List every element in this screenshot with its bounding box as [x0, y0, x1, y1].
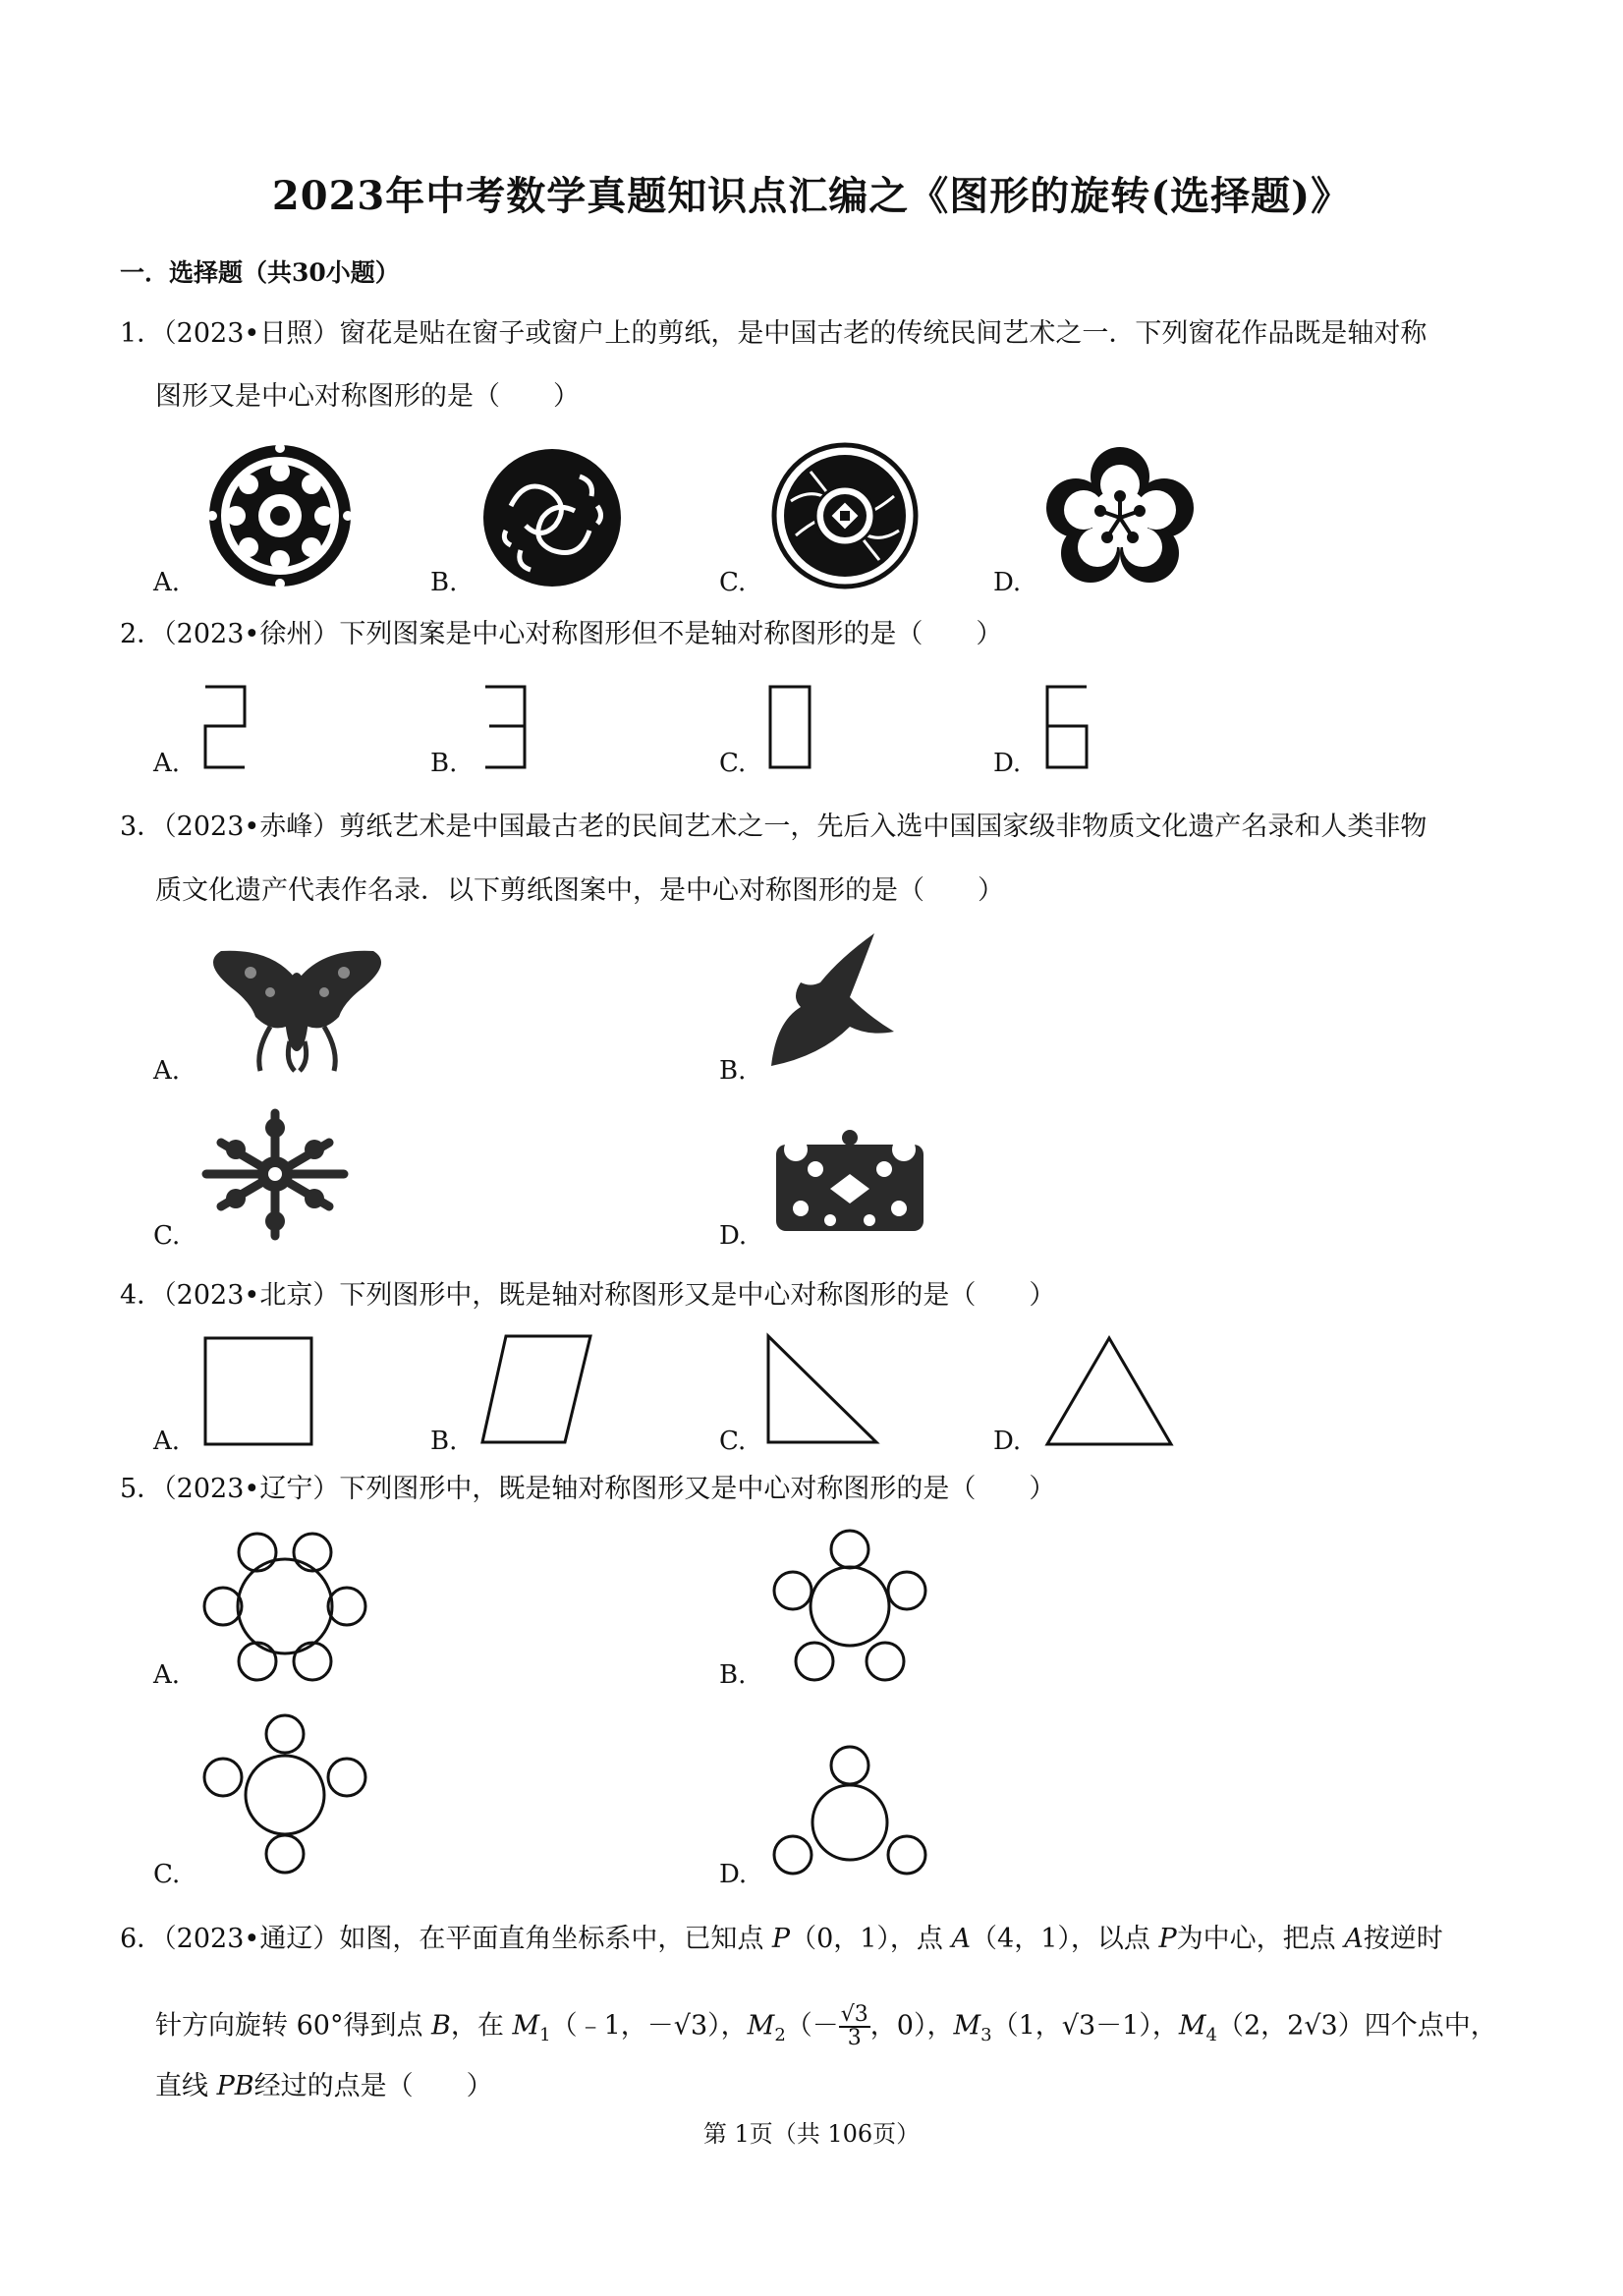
q1-option-a[interactable]: A. [153, 568, 181, 597]
q3-swallow-figure [761, 928, 899, 1076]
q3-option-a[interactable]: A. [153, 1056, 181, 1086]
q5-option-c[interactable]: C. [153, 1860, 181, 1889]
q5-option-a[interactable]: A. [153, 1660, 181, 1690]
q4-option-d[interactable]: D. [993, 1427, 1022, 1456]
page-footer: 第 1页（共 106页） [702, 2120, 921, 2148]
q4-option-b[interactable]: B. [430, 1427, 458, 1456]
q1-figure-c [771, 442, 919, 589]
q1-figure-a [206, 442, 354, 589]
q5-line1: 5．（2023•辽宁）下列图形中，既是轴对称图形又是中心对称图形的是（ ） [120, 1474, 1056, 1504]
q3-option-c[interactable]: C. [153, 1221, 181, 1251]
q2-digit-3 [481, 683, 531, 771]
q6-line3: 直线 PB经过的点是（ ） [155, 2071, 493, 2101]
q2-digit-6 [1043, 683, 1092, 771]
page-title: 2023年中考数学真题知识点汇编之《图形的旋转(选择题)》 [271, 173, 1352, 219]
q2-digit-0 [766, 683, 815, 771]
q3-line1: 3．（2023•赤峰）剪纸艺术是中国最古老的民间艺术之一，先后入选中国国家级非物质文化遗产名录和人类非物 [120, 812, 1427, 842]
q2-option-b[interactable]: B. [430, 749, 458, 778]
q4-option-c[interactable]: C. [719, 1427, 747, 1456]
q5-option-d[interactable]: D. [719, 1860, 748, 1889]
q4-line1: 4．（2023•北京）下列图形中，既是轴对称图形又是中心对称图形的是（ ） [120, 1280, 1056, 1311]
q1-line2: 图形又是中心对称图形的是（ ） [155, 381, 580, 412]
q3-snowflake-figure [201, 1108, 349, 1241]
q4-option-a[interactable]: A. [153, 1427, 181, 1456]
q2-option-a[interactable]: A. [153, 749, 181, 778]
q2-option-d[interactable]: D. [993, 749, 1022, 778]
q3-option-d[interactable]: D. [719, 1221, 748, 1251]
q6-line2: 针方向旋转 60°得到点 B，在 $M_1(﹣1$，－√3），$M_2(-$ $\frac{√3}{3}$ ，0），$M_3(1$，√3－1），$M_4(2$，2√3）四个点中， [155, 2002, 1497, 2050]
q4-right-triangle-figure [764, 1332, 882, 1448]
q4-equilateral-triangle-figure [1043, 1334, 1175, 1450]
q5-figure-d [766, 1744, 933, 1881]
q1-option-b[interactable]: B. [430, 568, 458, 597]
q2-line1: 2．（2023•徐州）下列图案是中心对称图形但不是轴对称图形的是（ ） [120, 619, 1003, 649]
q4-parallelogram-figure [478, 1332, 594, 1448]
q1-figure-d [1046, 447, 1194, 585]
q1-line1: 1．（2023•日照）窗花是贴在窗子或窗户上的剪纸，是中国古老的传统民间艺术之一．下列窗花作品既是轴对称 [120, 318, 1427, 349]
q6-fraction: $\frac{√3}{3}$ [840, 2002, 868, 2050]
q1-option-c[interactable]: C. [719, 568, 747, 597]
q1-figure-b [481, 447, 624, 589]
q3-option-b[interactable]: B. [719, 1056, 747, 1086]
q6-line1: 6．（2023•通辽）如图，在平面直角坐标系中，已知点 P（0，1），点 A（4，1），以点 P为中心，把点 A按逆时 [120, 1924, 1443, 1954]
q5-figure-c [201, 1712, 368, 1875]
q5-figure-b [766, 1528, 933, 1685]
q1-option-d[interactable]: D. [993, 568, 1022, 597]
section-heading: 一．选择题（共30小题） [120, 258, 400, 287]
q3-line2: 质文化遗产代表作名录．以下剪纸图案中，是中心对称图形的是（ ） [155, 875, 1004, 906]
q2-option-c[interactable]: C. [719, 749, 747, 778]
q5-figure-a [201, 1531, 368, 1683]
q3-butterfly-figure [201, 943, 393, 1076]
q5-option-b[interactable]: B. [719, 1660, 747, 1690]
q4-square-figure [201, 1334, 317, 1450]
q3-fish-figure [771, 1130, 928, 1236]
q2-digit-2 [201, 683, 251, 771]
